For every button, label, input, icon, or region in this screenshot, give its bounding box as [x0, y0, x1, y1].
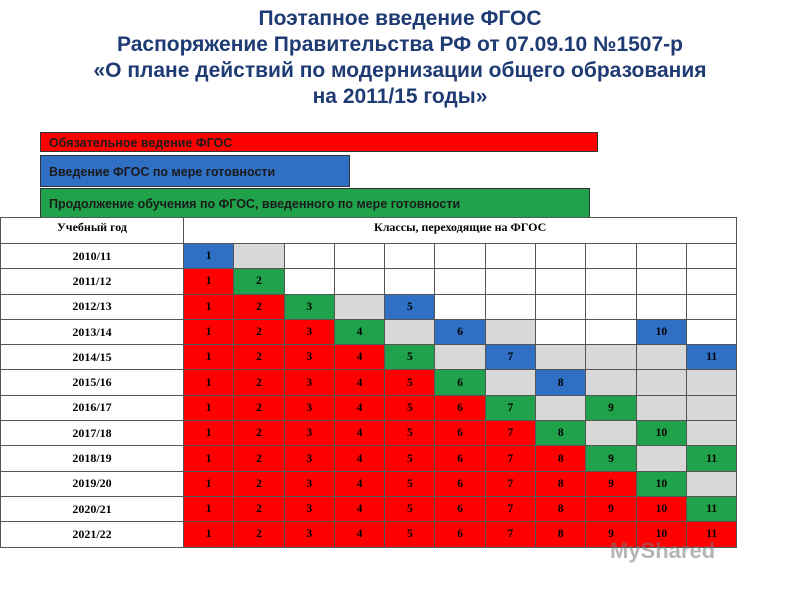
- table-row: [1, 471, 737, 496]
- class-cell: [586, 244, 636, 269]
- class-cell: [686, 471, 736, 496]
- class-cell: [485, 294, 535, 319]
- title-line-4: на 2011/15 годы»: [312, 85, 488, 108]
- class-cell: [686, 395, 736, 420]
- class-cell: [636, 269, 686, 294]
- class-cell: [536, 345, 586, 370]
- class-cell: 9: [586, 471, 636, 496]
- class-cell: [586, 345, 636, 370]
- class-cell: 7: [485, 395, 535, 420]
- class-cell: [284, 244, 334, 269]
- class-cell: 4: [334, 421, 384, 446]
- class-cell: 11: [686, 446, 736, 471]
- class-cell: 7: [485, 471, 535, 496]
- class-cell: [385, 269, 435, 294]
- class-cell: 2: [234, 496, 284, 521]
- class-cell: 4: [334, 446, 384, 471]
- class-cell: [536, 294, 586, 319]
- class-cell: [636, 244, 686, 269]
- year-cell: 2014/15: [1, 345, 184, 370]
- class-cell: [586, 294, 636, 319]
- class-cell: 7: [485, 421, 535, 446]
- class-cell: [334, 269, 384, 294]
- class-cell: 1: [184, 244, 234, 269]
- class-cell: 10: [636, 496, 686, 521]
- class-cell: [485, 370, 535, 395]
- class-cell: 6: [435, 421, 485, 446]
- class-cell: 2: [234, 421, 284, 446]
- table-row: [1, 395, 737, 420]
- class-cell: [485, 244, 535, 269]
- class-cell: 5: [385, 522, 435, 547]
- class-cell: [636, 345, 686, 370]
- class-cell: 4: [334, 522, 384, 547]
- class-cell: 4: [334, 370, 384, 395]
- class-cell: 7: [485, 345, 535, 370]
- class-cell: 5: [385, 446, 435, 471]
- class-cell: 3: [284, 319, 334, 344]
- year-cell: 2017/18: [1, 421, 184, 446]
- class-cell: 11: [686, 522, 736, 547]
- class-cell: 1: [184, 395, 234, 420]
- class-cell: 3: [284, 522, 334, 547]
- page-title: [0, 6, 800, 110]
- class-cell: 1: [184, 294, 234, 319]
- class-cell: 8: [536, 522, 586, 547]
- class-cell: [586, 370, 636, 395]
- class-cell: 5: [385, 345, 435, 370]
- title-line-1: Поэтапное введение ФГОС: [258, 7, 542, 30]
- class-cell: [686, 269, 736, 294]
- table-row: [1, 370, 737, 395]
- table-row: [1, 319, 737, 344]
- class-cell: [485, 319, 535, 344]
- class-cell: 2: [234, 269, 284, 294]
- class-cell: 3: [284, 471, 334, 496]
- table-row: [1, 244, 737, 269]
- class-cell: 8: [536, 370, 586, 395]
- class-cell: 1: [184, 370, 234, 395]
- class-cell: [636, 446, 686, 471]
- class-cell: 4: [334, 345, 384, 370]
- class-cell: 3: [284, 395, 334, 420]
- class-cell: [284, 269, 334, 294]
- class-cell: 8: [536, 471, 586, 496]
- class-cell: [636, 395, 686, 420]
- class-cell: 1: [184, 421, 234, 446]
- class-cell: 6: [435, 496, 485, 521]
- class-cell: 3: [284, 496, 334, 521]
- class-cell: 11: [686, 496, 736, 521]
- class-cell: 2: [234, 294, 284, 319]
- class-cell: [435, 345, 485, 370]
- table-body: [1, 244, 737, 548]
- class-cell: [435, 244, 485, 269]
- class-cell: 10: [636, 319, 686, 344]
- class-cell: 3: [284, 446, 334, 471]
- class-cell: [536, 395, 586, 420]
- class-cell: 5: [385, 496, 435, 521]
- watermark: MyShared: [610, 538, 716, 563]
- class-cell: 9: [586, 446, 636, 471]
- class-cell: [385, 244, 435, 269]
- table-header-row: [1, 218, 737, 244]
- class-cell: 1: [184, 319, 234, 344]
- title-line-2: Распоряжение Правительства РФ от 07.09.10 №1507-р: [117, 33, 683, 56]
- year-cell: 2010/11: [1, 244, 184, 269]
- class-cell: 3: [284, 294, 334, 319]
- class-cell: 9: [586, 395, 636, 420]
- class-cell: 5: [385, 395, 435, 420]
- class-cell: 2: [234, 345, 284, 370]
- class-cell: 1: [184, 471, 234, 496]
- class-cell: 4: [334, 471, 384, 496]
- class-cell: 5: [385, 421, 435, 446]
- class-cell: [334, 294, 384, 319]
- class-cell: 10: [636, 522, 686, 547]
- class-cell: 9: [586, 496, 636, 521]
- class-cell: [536, 244, 586, 269]
- year-cell: 2015/16: [1, 370, 184, 395]
- legend-readiness: Введение ФГОС по мере готовности: [40, 155, 350, 187]
- class-cell: 10: [636, 421, 686, 446]
- year-cell: 2012/13: [1, 294, 184, 319]
- table-row: [1, 294, 737, 319]
- header-year: Учебный год: [1, 218, 184, 244]
- class-cell: 2: [234, 319, 284, 344]
- class-cell: 8: [536, 421, 586, 446]
- class-cell: 5: [385, 294, 435, 319]
- class-cell: 2: [234, 446, 284, 471]
- class-cell: [686, 319, 736, 344]
- class-cell: 1: [184, 496, 234, 521]
- class-cell: [485, 269, 535, 294]
- class-cell: 3: [284, 345, 334, 370]
- year-cell: 2013/14: [1, 319, 184, 344]
- class-cell: 4: [334, 496, 384, 521]
- class-cell: 11: [686, 345, 736, 370]
- class-cell: 6: [435, 370, 485, 395]
- class-cell: [435, 269, 485, 294]
- legend-continuation: Продолжение обучения по ФГОС, введенного по мере готовности: [40, 188, 590, 218]
- class-cell: 6: [435, 446, 485, 471]
- class-cell: 7: [485, 496, 535, 521]
- year-cell: 2016/17: [1, 395, 184, 420]
- class-cell: 5: [385, 370, 435, 395]
- class-cell: 4: [334, 319, 384, 344]
- class-cell: [586, 319, 636, 344]
- class-cell: [586, 269, 636, 294]
- class-cell: 2: [234, 395, 284, 420]
- table-row: [1, 269, 737, 294]
- class-cell: [334, 244, 384, 269]
- class-cell: 7: [485, 522, 535, 547]
- year-cell: 2018/19: [1, 446, 184, 471]
- class-cell: 2: [234, 471, 284, 496]
- class-cell: 1: [184, 269, 234, 294]
- class-cell: 6: [435, 319, 485, 344]
- class-cell: [385, 319, 435, 344]
- class-cell: 3: [284, 370, 334, 395]
- class-cell: 1: [184, 345, 234, 370]
- class-cell: 5: [385, 471, 435, 496]
- class-cell: 9: [586, 522, 636, 547]
- fgos-schedule-table: [0, 217, 737, 548]
- legend-mandatory: Обязательное ведение ФГОС: [40, 132, 598, 152]
- year-cell: 2020/21: [1, 496, 184, 521]
- class-cell: 6: [435, 395, 485, 420]
- class-cell: [686, 421, 736, 446]
- class-cell: 8: [536, 446, 586, 471]
- table-row: [1, 496, 737, 521]
- class-cell: [435, 294, 485, 319]
- class-cell: 6: [435, 522, 485, 547]
- class-cell: 10: [636, 471, 686, 496]
- year-cell: 2021/22: [1, 522, 184, 547]
- class-cell: 7: [485, 446, 535, 471]
- year-cell: 2019/20: [1, 471, 184, 496]
- class-cell: 2: [234, 370, 284, 395]
- class-cell: [686, 244, 736, 269]
- class-cell: [636, 370, 686, 395]
- class-cell: 8: [536, 496, 586, 521]
- class-cell: 1: [184, 446, 234, 471]
- class-cell: 3: [284, 421, 334, 446]
- class-cell: [234, 244, 284, 269]
- class-cell: 2: [234, 522, 284, 547]
- class-cell: [586, 421, 636, 446]
- class-cell: [536, 269, 586, 294]
- table-row: [1, 345, 737, 370]
- class-cell: 4: [334, 395, 384, 420]
- table-row: [1, 421, 737, 446]
- class-cell: [686, 294, 736, 319]
- class-cell: 1: [184, 522, 234, 547]
- class-cell: [636, 294, 686, 319]
- header-classes: Классы, переходящие на ФГОС: [184, 218, 737, 244]
- year-cell: 2011/12: [1, 269, 184, 294]
- class-cell: 6: [435, 471, 485, 496]
- title-line-3: «О плане действий по модернизации общего образования: [93, 59, 707, 82]
- class-cell: [536, 319, 586, 344]
- table-row: [1, 446, 737, 471]
- class-cell: [686, 370, 736, 395]
